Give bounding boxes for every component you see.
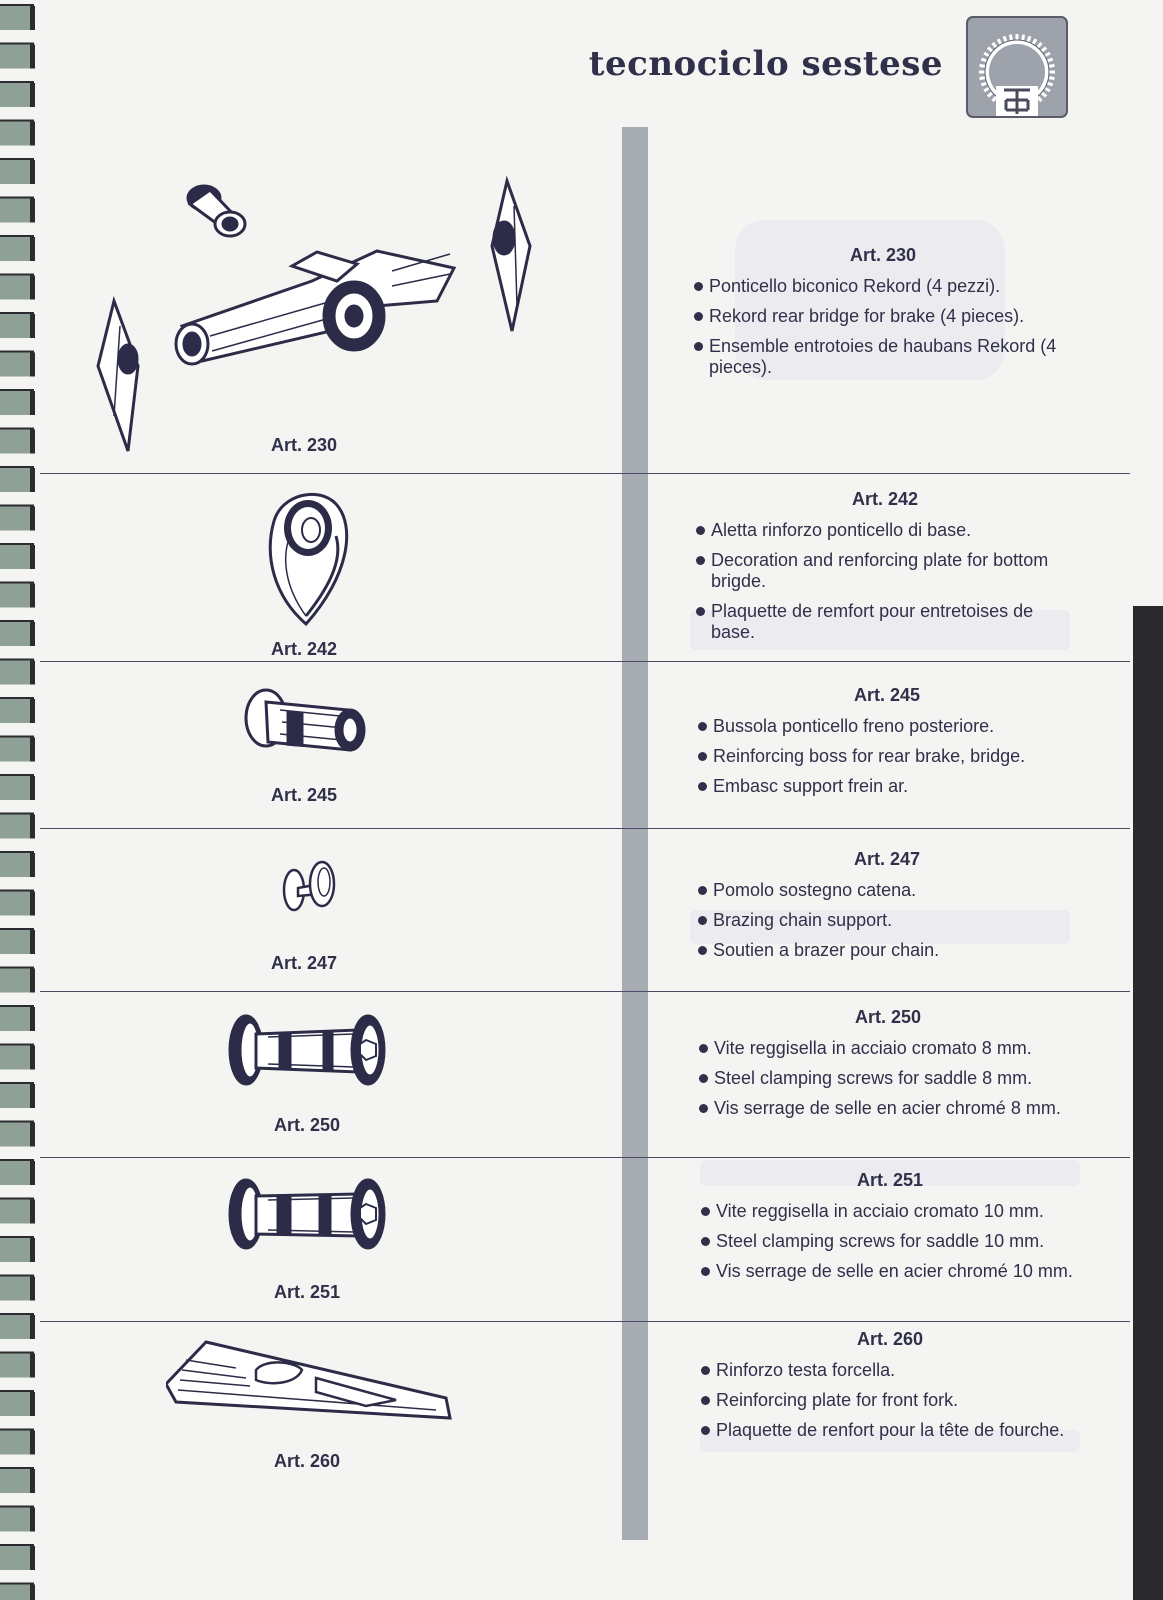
description-line-italian: Pomolo sostegno catena. [697, 880, 1077, 901]
binding-ring [0, 1313, 35, 1339]
binding-ring [0, 890, 35, 916]
binding-ring [0, 1506, 35, 1532]
description-line-italian: Vite reggisella in acciaio cromato 10 mm. [700, 1201, 1080, 1222]
binding-ring [0, 1390, 35, 1416]
description-title: Art. 250 [854, 1007, 922, 1027]
description-line-french: Soutien a brazer pour chain. [697, 940, 1077, 961]
row-separator [40, 661, 1130, 662]
clamping-screw-8mm-icon [228, 1012, 398, 1097]
brake-bridge-boss-icon [240, 688, 370, 765]
binding-ring [0, 158, 35, 184]
description-line-french: Plaquette de remfort pour entretoises de base. [695, 601, 1075, 643]
art-label-260: Art. 260 [273, 1451, 341, 1471]
binding-ring [0, 120, 35, 146]
binding-ring [0, 582, 35, 608]
binding-ring [0, 1121, 35, 1147]
description-line-english: Reinforcing boss for rear brake, bridge. [697, 746, 1077, 767]
binding-ring [0, 851, 35, 877]
binding-ring [0, 1005, 35, 1031]
binding-ring [0, 1352, 35, 1378]
row-separator [40, 473, 1130, 474]
binding-ring [0, 351, 35, 377]
binding-ring [0, 274, 35, 300]
description-line-french: Vis serrage de selle en acier chromé 8 mm. [698, 1098, 1078, 1119]
binding-ring [0, 543, 35, 569]
binding-ring [0, 1044, 35, 1070]
description-title: Art. 230 [849, 245, 917, 265]
binding-ring [0, 428, 35, 454]
binding-ring [0, 697, 35, 723]
description-line-italian: Rinforzo testa forcella. [700, 1360, 1080, 1381]
gear-ts-logo-icon [966, 16, 1068, 118]
description-art-242 [695, 489, 1075, 652]
description-title: Art. 251 [856, 1170, 924, 1190]
binding-ring [0, 1236, 35, 1262]
binding-ring [0, 620, 35, 646]
description-line-french: Vis serrage de selle en acier chromé 10 mm. [700, 1261, 1080, 1282]
description-line-english: Decoration and renforcing plate for bottom brigde. [695, 550, 1075, 592]
description-line-english: Rekord rear bridge for brake (4 pieces). [693, 306, 1073, 327]
binding-ring [0, 967, 35, 993]
binding-ring [0, 928, 35, 954]
binding-ring [0, 813, 35, 839]
brand-title: tecnociclo sestese [588, 44, 943, 84]
art-label-245: Art. 245 [270, 785, 338, 805]
row-separator [40, 991, 1130, 992]
description-title: Art. 242 [851, 489, 919, 509]
description-line-english: Steel clamping screws for saddle 10 mm. [700, 1231, 1080, 1252]
binding-ring [0, 1544, 35, 1570]
description-line-french: Ensemble entrotoies de haubans Rekord (4 pieces). [693, 336, 1073, 378]
art-label-247: Art. 247 [270, 953, 338, 973]
binding-ring [0, 659, 35, 685]
description-art-260 [700, 1329, 1080, 1450]
description-line-italian: Vite reggisella in acciaio cromato 8 mm. [698, 1038, 1078, 1059]
description-art-230 [693, 245, 1073, 387]
binding-ring [0, 197, 35, 223]
description-line-french: Plaquette de renfort pour la tête de fourche. [700, 1420, 1080, 1441]
art-label-242: Art. 242 [270, 639, 338, 659]
description-line-italian: Bussola ponticello freno posteriore. [697, 716, 1077, 737]
description-line-english: Steel clamping screws for saddle 8 mm. [698, 1068, 1078, 1089]
spiral-binding [0, 0, 40, 1600]
bridge-reinforcing-plate-icon [264, 486, 359, 631]
description-title: Art. 245 [853, 685, 921, 705]
binding-ring [0, 81, 35, 107]
binding-ring [0, 1082, 35, 1108]
binding-ring [0, 1275, 35, 1301]
description-line-french: Embasc support frein ar. [697, 776, 1077, 797]
description-line-italian: Ponticello biconico Rekord (4 pezzi). [693, 276, 1073, 297]
row-separator [40, 1157, 1130, 1158]
binding-ring [0, 505, 35, 531]
art-label-230: Art. 230 [270, 435, 338, 455]
description-line-italian: Aletta rinforzo ponticello di base. [695, 520, 1075, 541]
rekord-bridge-parts-icon [92, 176, 552, 461]
art-label-250: Art. 250 [273, 1115, 341, 1135]
binding-ring [0, 1429, 35, 1455]
description-title: Art. 247 [853, 849, 921, 869]
binding-ring [0, 4, 35, 30]
binding-ring [0, 235, 35, 261]
art-label-251: Art. 251 [273, 1282, 341, 1302]
binding-ring [0, 1198, 35, 1224]
description-line-english: Brazing chain support. [697, 910, 1077, 931]
binding-ring [0, 736, 35, 762]
row-separator [40, 1321, 1130, 1322]
description-art-250 [698, 1007, 1078, 1128]
description-title: Art. 260 [856, 1329, 924, 1349]
description-art-245 [697, 685, 1077, 806]
fork-crown-plate-icon [166, 1340, 456, 1435]
description-art-251 [700, 1170, 1080, 1291]
binding-ring [0, 1467, 35, 1493]
description-art-247 [697, 849, 1077, 970]
binding-ring [0, 1583, 35, 1600]
page-edge-shadow [1133, 606, 1163, 1600]
binding-ring [0, 312, 35, 338]
binding-ring [0, 466, 35, 492]
binding-ring [0, 1159, 35, 1185]
binding-ring [0, 43, 35, 69]
binding-ring [0, 389, 35, 415]
binding-ring [0, 774, 35, 800]
vertical-divider-bar [622, 127, 648, 1540]
clamping-screw-10mm-icon [228, 1176, 398, 1261]
description-line-english: Reinforcing plate for front fork. [700, 1390, 1080, 1411]
chain-support-knob-icon [280, 858, 340, 923]
row-separator [40, 828, 1130, 829]
